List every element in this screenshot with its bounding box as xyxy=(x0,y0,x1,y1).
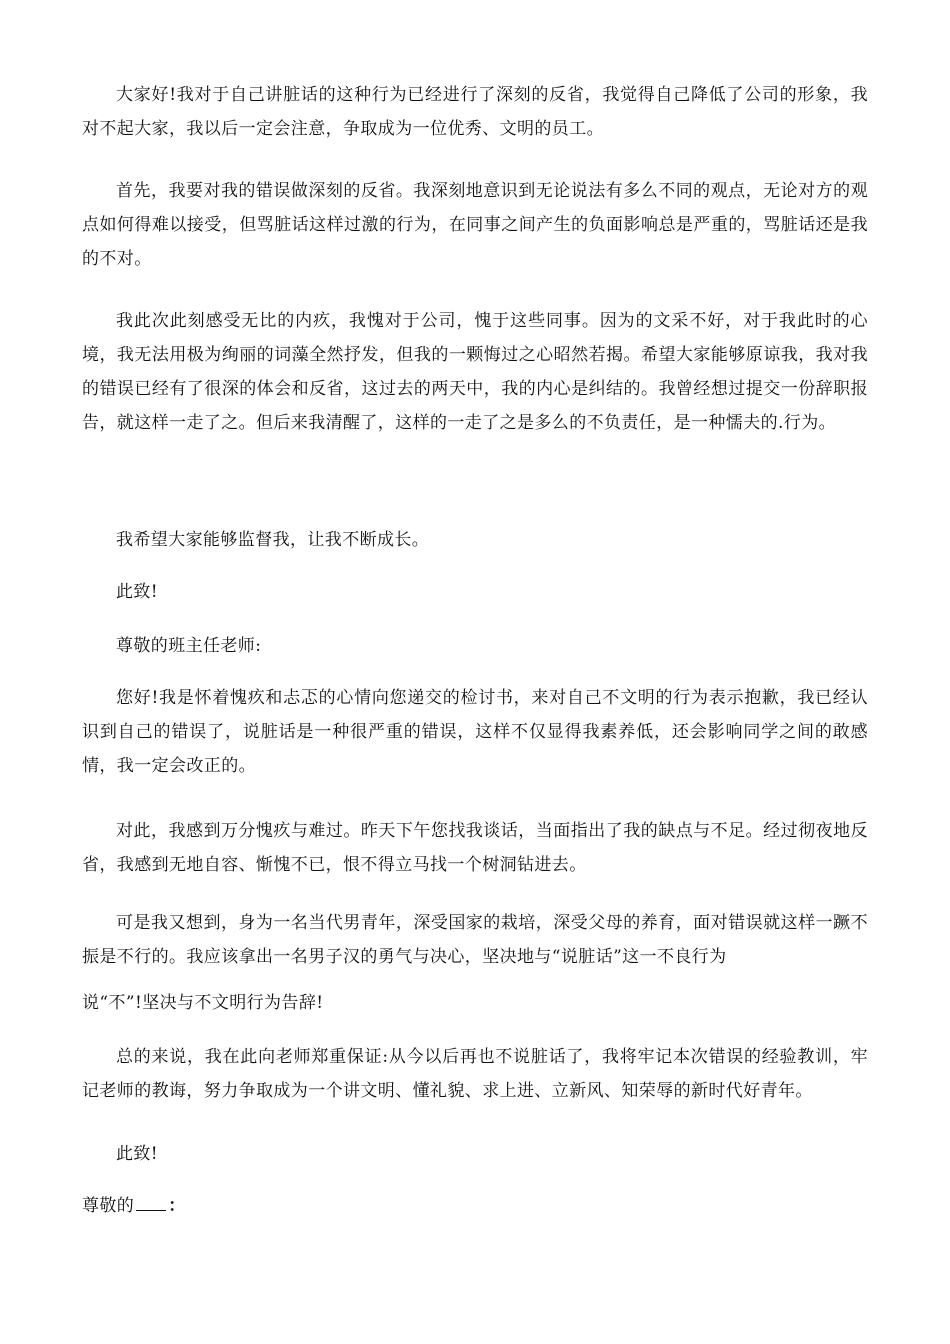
paragraph-closing-2: 此致! xyxy=(116,1144,159,1164)
paragraph-apology-intro: 大家好!我对于自己讲脏话的这种行为已经进行了深刻的反省，我觉得自己降低了公司的形象，我对不起大家，我以后一定会注意，争取成为一位优秀、文明的员工。 xyxy=(82,85,868,139)
closing-salutation xyxy=(82,1189,868,1223)
salutation-prefix: 尊敬的 xyxy=(82,1196,135,1216)
salutation-blank xyxy=(136,1190,166,1211)
paragraph-promise: 总的来说，我在此向老师郑重保证:从今以后再也不说脏话了，我将牢记本次错误的经验教训，牢记老师的教诲，努力争取成为一个讲文明、懂礼貌、求上进、立新风、知荣辱的新时代好青年。 xyxy=(82,1047,868,1101)
paragraph-remorse: 我此次此刻感受无比的内疚，我愧对于公司，愧于这些同事。因为的文采不好，对于我此时的心境，我无法用极为绚丽的词藻全然抒发，但我的一颗悔过之心昭然若揭。希望大家能够原谅我，我对我的错误已经有了很深的体会和反省，这过去的两天中，我的内心是纠结的。我曾经想过提交一份辞职报告，就这样一走了之。但后来我清醒了，这样的一走了之是多么的不负责任，是一种懦夫的.行为。 xyxy=(82,311,868,433)
paragraph-supervision: 我希望大家能够监督我，让我不断成长。 xyxy=(116,530,430,550)
salutation-suffix: ： xyxy=(168,1196,186,1216)
paragraph-say-no: 说“不”!坚决与不文明行为告辞! xyxy=(82,993,324,1013)
paragraph-closing-1: 此致! xyxy=(116,582,159,602)
paragraph-salutation-teacher: 尊敬的班主任老师: xyxy=(116,636,262,656)
paragraph-resolve: 可是我又想到，身为一名当代男青年，深受国家的栽培，深受父母的养育，面对错误就这样一蹶不振是不行的。我应该拿出一名男子汉的勇气与决心，坚决地与“说脏话”这一不良行为 xyxy=(82,913,868,967)
paragraph-reflection: 首先，我要对我的错误做深刻的反省。我深刻地意识到无论说法有多么不同的观点，无论对方的观点如何得难以接受，但骂脏话这样过激的行为，在同事之间产生的负面影响总是严重的，骂脏话还是我的不对。 xyxy=(82,181,868,269)
paragraph-letter-intro: 您好!我是怀着愧疚和忐忑的心情向您递交的检讨书，来对自己不文明的行为表示抱歉，我已经认识到自己的错误了，说脏话是一种很严重的错误，这样不仅显得我素养低，还会影响同学之间的敢感情，我一定会改正的。 xyxy=(82,688,868,776)
paragraph-guilt: 对此，我感到万分愧疚与难过。昨天下午您找我谈话，当面指出了我的缺点与不足。经过彻夜地反省，我感到无地自容、惭愧不已，恨不得立马找一个树洞钻进去。 xyxy=(82,821,868,875)
